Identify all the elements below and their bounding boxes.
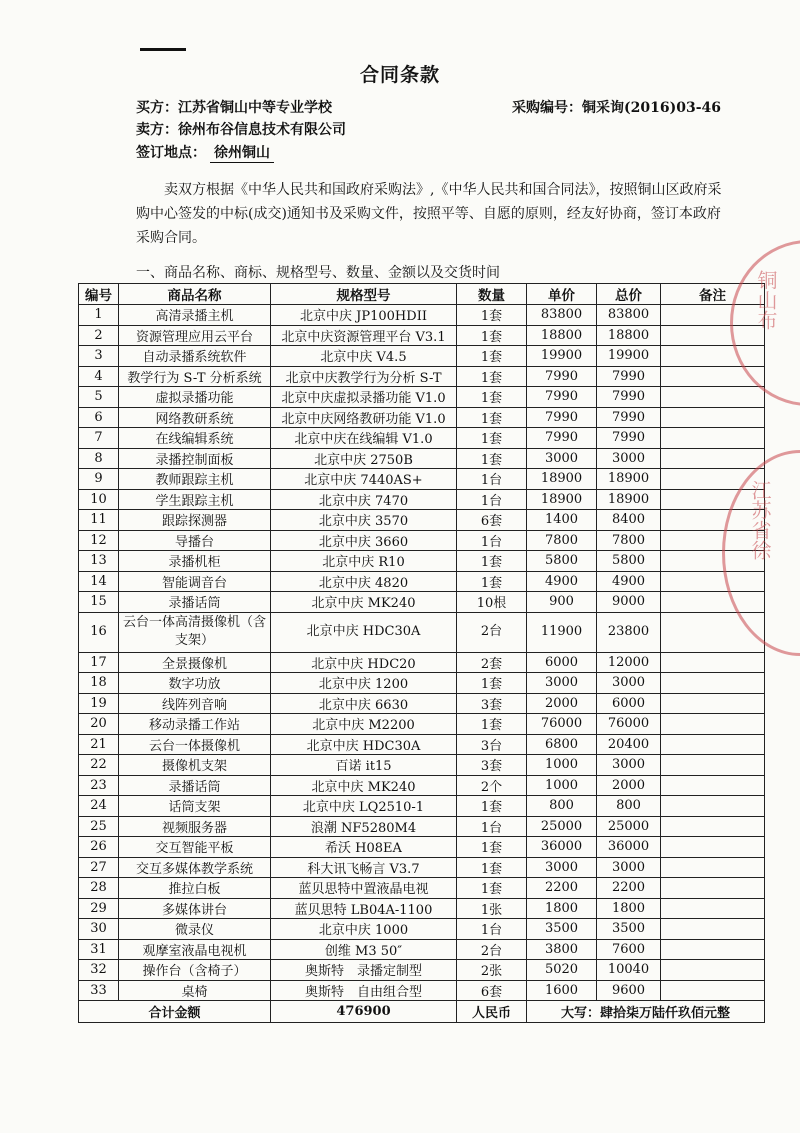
cell-no: 24 [79,796,119,817]
cell-total: 6000 [597,693,661,714]
cell-total: 3000 [597,673,661,694]
cell-total: 12000 [597,652,661,673]
cell-unit-price: 1800 [527,898,597,919]
cell-total: 3000 [597,448,661,469]
cell-total: 7990 [597,428,661,449]
cell-model: 北京中庆 HDC20 [271,652,457,673]
cell-model: 科大讯飞畅言 V3.7 [271,857,457,878]
cell-total: 7800 [597,530,661,551]
cell-name: 跟踪探测器 [119,510,271,531]
section-title: 一、商品名称、商标、规格型号、数量、金额以及交货时间 [136,265,500,281]
cell-name: 交互智能平板 [119,837,271,858]
cell-no: 13 [79,551,119,572]
cell-no: 2 [79,325,119,346]
cell-no: 5 [79,387,119,408]
cell-model: 蓝贝思特中置液晶电视 [271,878,457,899]
cell-remark [661,428,765,449]
cell-remark [661,919,765,940]
cell-qty: 6套 [457,510,527,531]
cell-total: 3500 [597,919,661,940]
cell-name: 录播话筒 [119,592,271,613]
cell-qty: 6套 [457,980,527,1001]
table-row [79,919,765,940]
cell-name: 高清录播主机 [119,305,271,326]
cell-no: 4 [79,366,119,387]
cell-qty: 1台 [457,919,527,940]
cell-name: 云台一体高清摄像机（含支架） [119,612,271,652]
cell-unit-price: 6800 [527,734,597,755]
cell-no: 31 [79,939,119,960]
cell-name: 交互多媒体教学系统 [119,857,271,878]
cell-remark [661,878,765,899]
margin-dash-mark [140,48,186,51]
cell-no: 26 [79,837,119,858]
cell-unit-price: 4900 [527,571,597,592]
cell-name: 线阵列音响 [119,693,271,714]
cell-qty: 1套 [457,428,527,449]
cell-qty: 1套 [457,407,527,428]
cell-total: 20400 [597,734,661,755]
table-row [79,714,765,735]
cell-no: 9 [79,469,119,490]
cell-total: 83800 [597,305,661,326]
cell-no: 32 [79,960,119,981]
cell-unit-price: 3000 [527,448,597,469]
cell-model: 希沃 H08EA [271,837,457,858]
cell-qty: 1套 [457,878,527,899]
cell-total: 18900 [597,489,661,510]
cell-no: 12 [79,530,119,551]
cell-name: 多媒体讲台 [119,898,271,919]
cell-qty: 1套 [457,796,527,817]
cell-remark [661,755,765,776]
cell-qty: 1套 [457,305,527,326]
header-remark: 备注 [661,284,765,305]
cell-unit-price: 7990 [527,366,597,387]
cell-model: 北京中庆 MK240 [271,592,457,613]
cell-unit-price: 11900 [527,612,597,652]
table-row [79,816,765,837]
cell-unit-price: 7990 [527,407,597,428]
cell-no: 22 [79,755,119,776]
cell-total: 19900 [597,346,661,367]
table-row [79,571,765,592]
cell-name: 网络教研系统 [119,407,271,428]
cell-no: 10 [79,489,119,510]
cell-total: 2200 [597,878,661,899]
cell-model: 北京中庆教学行为分析 S-T [271,366,457,387]
cell-total: 8400 [597,510,661,531]
cell-model: 北京中庆 R10 [271,551,457,572]
cell-unit-price: 1600 [527,980,597,1001]
cell-remark [661,898,765,919]
seal-text: 江苏省徐 [748,480,772,560]
cell-no: 14 [79,571,119,592]
cell-total: 3000 [597,857,661,878]
cell-model: 北京中庆 4820 [271,571,457,592]
purchase-number: 采购编号：铜采询(2016)03-46 [512,100,721,116]
table-row [79,510,765,531]
table-row [79,407,765,428]
buyer-line: 买方：江苏省铜山中等专业学校 [136,100,332,116]
cell-no: 11 [79,510,119,531]
cell-qty: 10根 [457,592,527,613]
cell-total: 9600 [597,980,661,1001]
cell-model: 北京中庆 HDC30A [271,734,457,755]
cell-unit-price: 2000 [527,693,597,714]
cell-no: 1 [79,305,119,326]
cell-no: 29 [79,898,119,919]
cell-model: 北京中庆 3570 [271,510,457,531]
cell-unit-price: 1000 [527,775,597,796]
cell-qty: 1套 [457,366,527,387]
cell-remark [661,652,765,673]
table-row [79,592,765,613]
cell-remark [661,939,765,960]
signing-place-value: 徐州铜山 [210,142,274,163]
cell-model: 北京中庆 7470 [271,489,457,510]
cell-model: 北京中庆 3660 [271,530,457,551]
total-currency: 人民币 [457,1001,527,1023]
table-row [79,652,765,673]
cell-total: 800 [597,796,661,817]
cell-total: 7990 [597,387,661,408]
cell-remark [661,775,765,796]
cell-qty: 2台 [457,612,527,652]
cell-name: 资源管理应用云平台 [119,325,271,346]
cell-name: 摄像机支架 [119,755,271,776]
table-row [79,448,765,469]
table-row [79,612,765,652]
cell-name: 桌椅 [119,980,271,1001]
cell-model: 北京中庆 2750B [271,448,457,469]
cell-qty: 1套 [457,837,527,858]
page-title: 合同条款 [359,64,440,86]
cell-model: 蓝贝思特 LB04A-1100 [271,898,457,919]
cell-unit-price: 5020 [527,960,597,981]
cell-no: 33 [79,980,119,1001]
cell-name: 全景摄像机 [119,652,271,673]
cell-name: 智能调音台 [119,571,271,592]
cell-no: 6 [79,407,119,428]
cell-unit-price: 7800 [527,530,597,551]
cell-no: 30 [79,919,119,940]
cell-total: 25000 [597,816,661,837]
cell-total: 23800 [597,612,661,652]
cell-no: 18 [79,673,119,694]
cell-model: 百诺 it15 [271,755,457,776]
cell-model: 北京中庆 HDC30A [271,612,457,652]
cell-model: 创维 M3 50″ [271,939,457,960]
cell-qty: 2套 [457,652,527,673]
cell-name: 移动录播工作站 [119,714,271,735]
cell-remark [661,673,765,694]
cell-model: 北京中庆 M2200 [271,714,457,735]
table-header-row [79,284,765,305]
cell-unit-price: 76000 [527,714,597,735]
cell-total: 5800 [597,551,661,572]
total-value: 476900 [271,1001,457,1023]
cell-model: 北京中庆 1200 [271,673,457,694]
header-total: 总价 [597,284,661,305]
cell-name: 录播话筒 [119,775,271,796]
table-row [79,428,765,449]
cell-name: 虚拟录播功能 [119,387,271,408]
cell-unit-price: 3000 [527,673,597,694]
cell-name: 云台一体摄像机 [119,734,271,755]
cell-qty: 2个 [457,775,527,796]
cell-model: 北京中庆 LQ2510-1 [271,796,457,817]
cell-qty: 1套 [457,673,527,694]
cell-unit-price: 1400 [527,510,597,531]
table-row [79,734,765,755]
table-row [79,939,765,960]
header-name: 商品名称 [119,284,271,305]
cell-remark [661,387,765,408]
table-row [79,755,765,776]
cell-total: 76000 [597,714,661,735]
cell-qty: 1套 [457,857,527,878]
cell-remark [661,816,765,837]
table-row [79,775,765,796]
cell-total: 9000 [597,592,661,613]
cell-remark [661,796,765,817]
cell-remark [661,960,765,981]
table-row [79,857,765,878]
table-row [79,489,765,510]
cell-total: 1800 [597,898,661,919]
cell-qty: 1台 [457,469,527,490]
cell-model: 北京中庆 V4.5 [271,346,457,367]
cell-name: 在线编辑系统 [119,428,271,449]
cell-qty: 1台 [457,489,527,510]
cell-qty: 1套 [457,346,527,367]
table-row [79,693,765,714]
cell-total: 3000 [597,755,661,776]
signing-place [136,142,274,163]
total-label: 合计金额 [79,1001,271,1023]
cell-model: 北京中庆网络教研功能 V1.0 [271,407,457,428]
cell-unit-price: 800 [527,796,597,817]
cell-qty: 2张 [457,960,527,981]
cell-remark [661,980,765,1001]
cell-model: 北京中庆资源管理平台 V3.1 [271,325,457,346]
cell-name: 录播机柜 [119,551,271,572]
cell-unit-price: 900 [527,592,597,613]
cell-remark [661,448,765,469]
cell-name: 操作台（含椅子） [119,960,271,981]
cell-qty: 1套 [457,325,527,346]
seal-text: 铜山布 [754,270,778,330]
signing-place-label: 签订地点： [136,145,206,161]
header-unit-price: 单价 [527,284,597,305]
cell-model: 奥斯特 自由组合型 [271,980,457,1001]
cell-qty: 3套 [457,755,527,776]
cell-unit-price: 3500 [527,919,597,940]
total-in-words: 大写：肆拾柒万陆仟玖佰元整 [527,1001,765,1023]
cell-total: 7600 [597,939,661,960]
cell-name: 推拉白板 [119,878,271,899]
cell-name: 自动录播系统软件 [119,346,271,367]
cell-no: 15 [79,592,119,613]
table-row [79,469,765,490]
table-row [79,387,765,408]
cell-remark [661,857,765,878]
cell-no: 25 [79,816,119,837]
cell-remark [661,837,765,858]
cell-unit-price: 3000 [527,857,597,878]
cell-total: 10040 [597,960,661,981]
cell-model: 北京中庆 JP100HDII [271,305,457,326]
table-row [79,796,765,817]
cell-qty: 1套 [457,448,527,469]
table-row [79,980,765,1001]
cell-name: 录播控制面板 [119,448,271,469]
table-row [79,551,765,572]
total-row [79,1001,765,1023]
contract-intro-paragraph: 卖双方根据《中华人民共和国政府采购法》,《中华人民共和国合同法》，按照铜山区政府采购中心签发的中标(成交)通知书及采购文件，按照平等、自愿的原则，经友好协商，签订本政府采购合同。 [136,182,722,246]
table-row [79,878,765,899]
cell-model: 北京中庆 MK240 [271,775,457,796]
header-no: 编号 [79,284,119,305]
cell-no: 21 [79,734,119,755]
cell-total: 2000 [597,775,661,796]
header-qty: 数量 [457,284,527,305]
cell-name: 观摩室液晶电视机 [119,939,271,960]
seller-line: 卖方：徐州布谷信息技术有限公司 [136,122,346,138]
table-row [79,837,765,858]
table-row [79,960,765,981]
cell-total: 7990 [597,407,661,428]
cell-unit-price: 25000 [527,816,597,837]
cell-total: 18800 [597,325,661,346]
cell-qty: 1套 [457,714,527,735]
cell-model: 北京中庆 6630 [271,693,457,714]
cell-no: 20 [79,714,119,735]
table-row [79,325,765,346]
cell-name: 微录仪 [119,919,271,940]
cell-qty: 3台 [457,734,527,755]
cell-name: 话筒支架 [119,796,271,817]
table-row [79,305,765,326]
cell-name: 教师跟踪主机 [119,469,271,490]
cell-unit-price: 36000 [527,837,597,858]
cell-qty: 1台 [457,816,527,837]
cell-no: 17 [79,652,119,673]
cell-name: 数字功放 [119,673,271,694]
cell-no: 3 [79,346,119,367]
cell-qty: 1张 [457,898,527,919]
cell-name: 教学行为 S-T 分析系统 [119,366,271,387]
cell-qty: 2台 [457,939,527,960]
cell-unit-price: 1000 [527,755,597,776]
cell-no: 19 [79,693,119,714]
cell-qty: 1套 [457,387,527,408]
cell-unit-price: 7990 [527,428,597,449]
cell-remark [661,714,765,735]
header-model: 规格型号 [271,284,457,305]
cell-no: 16 [79,612,119,652]
cell-unit-price: 18900 [527,469,597,490]
cell-unit-price: 5800 [527,551,597,572]
cell-model: 北京中庆虚拟录播功能 V1.0 [271,387,457,408]
table-row [79,346,765,367]
cell-unit-price: 83800 [527,305,597,326]
cell-qty: 1台 [457,530,527,551]
cell-unit-price: 18900 [527,489,597,510]
cell-unit-price: 2200 [527,878,597,899]
cell-model: 奥斯特 录播定制型 [271,960,457,981]
cell-name: 导播台 [119,530,271,551]
cell-unit-price: 18800 [527,325,597,346]
cell-remark [661,693,765,714]
cell-no: 7 [79,428,119,449]
cell-name: 视频服务器 [119,816,271,837]
cell-unit-price: 19900 [527,346,597,367]
cell-qty: 1套 [457,571,527,592]
cell-no: 23 [79,775,119,796]
cell-total: 4900 [597,571,661,592]
cell-model: 浪潮 NF5280M4 [271,816,457,837]
cell-total: 36000 [597,837,661,858]
cell-remark [661,407,765,428]
cell-unit-price: 6000 [527,652,597,673]
cell-model: 北京中庆 1000 [271,919,457,940]
table-row [79,673,765,694]
cell-no: 28 [79,878,119,899]
cell-model: 北京中庆在线编辑 V1.0 [271,428,457,449]
cell-qty: 3套 [457,693,527,714]
cell-no: 27 [79,857,119,878]
cell-unit-price: 3800 [527,939,597,960]
cell-model: 北京中庆 7440AS+ [271,469,457,490]
cell-name: 学生跟踪主机 [119,489,271,510]
cell-qty: 1套 [457,551,527,572]
goods-table [78,283,765,1023]
cell-unit-price: 7990 [527,387,597,408]
cell-total: 7990 [597,366,661,387]
cell-total: 18900 [597,469,661,490]
table-row [79,366,765,387]
cell-no: 8 [79,448,119,469]
table-row [79,530,765,551]
cell-remark [661,734,765,755]
table-row [79,898,765,919]
